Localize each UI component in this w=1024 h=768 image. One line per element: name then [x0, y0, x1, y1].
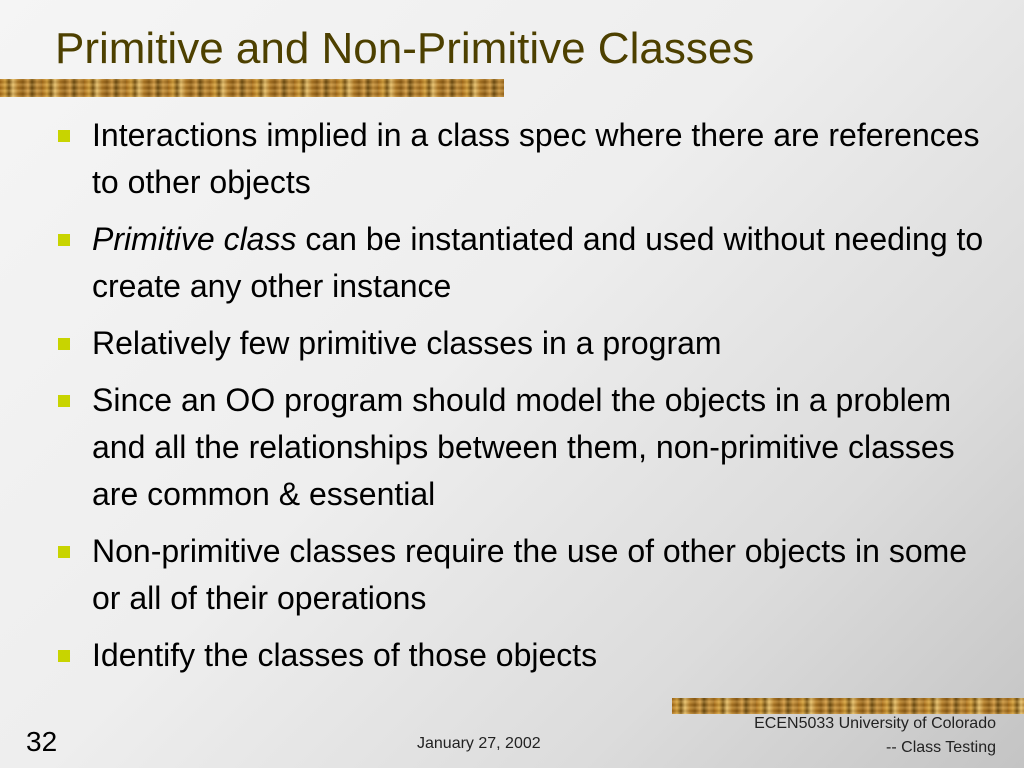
bullet-text: Interactions implied in a class spec where there are references to other objects [92, 117, 980, 200]
bullet-item [50, 377, 1000, 518]
slide-title: Primitive and Non-Primitive Classes [55, 24, 755, 73]
bullet-text: Since an OO program should model the objects in a problem and all the relationships between them, non-primitive classes are common & essential [92, 382, 955, 512]
square-bullet-icon [58, 130, 70, 142]
bullet-item [50, 320, 1000, 367]
footer-org-line: -- Class Testing [886, 739, 996, 756]
bullet-emphasis: Primitive class [92, 221, 297, 257]
bullet-text: can be instantiated and used without needing to create any other instance [92, 221, 984, 304]
bullet-item [50, 112, 1000, 206]
bullet-item [50, 528, 1000, 622]
square-bullet-icon [58, 338, 70, 350]
title-underline-texture [0, 79, 504, 97]
square-bullet-icon [58, 395, 70, 407]
bullet-item [50, 216, 1000, 310]
square-bullet-icon [58, 650, 70, 662]
bullet-text: Identify the classes of those objects [92, 637, 598, 673]
square-bullet-icon [58, 546, 70, 558]
slide-number: 32 [26, 726, 58, 757]
bullet-text: Non-primitive classes require the use of other objects in some or all of their operations [92, 533, 968, 616]
square-bullet-icon [58, 234, 70, 246]
footer-organization [754, 712, 996, 760]
bullet-list [50, 112, 1000, 689]
footer-date: January 27, 2002 [417, 735, 541, 752]
bullet-item [50, 632, 1000, 679]
footer-org-line: ECEN5033 University of Colorado [754, 715, 996, 732]
bullet-text: Relatively few primitive classes in a program [92, 325, 722, 361]
